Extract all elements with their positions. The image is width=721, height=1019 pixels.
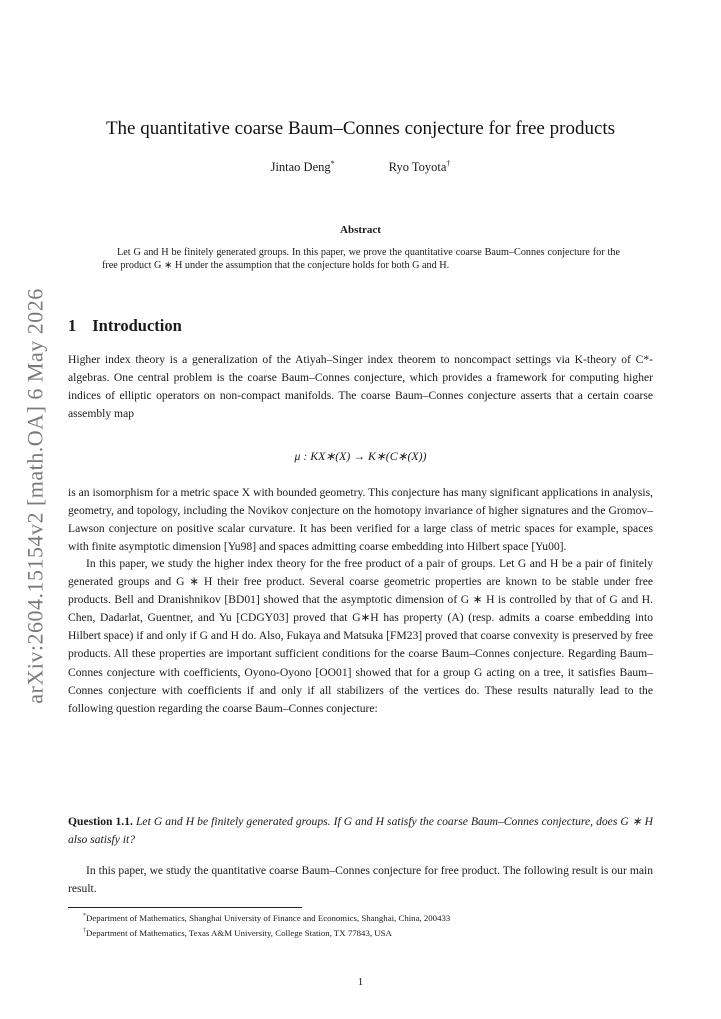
paragraph: Higher index theory is a generalization of the Atiyah–Singer index theorem to noncompact settings via K-theory of C*-algebras. One central problem is the coarse Baum–Connes conjecture, which provides a framework for computing higher indices of elliptic operators on non-compact manifolds. The coarse Baum–Connes conjecture asserts that a certain coarse assembly map bbox=[68, 353, 653, 421]
paragraph: In this paper, we study the quantitative coarse Baum–Connes conjecture for free product. The following result is our main result. bbox=[68, 864, 653, 896]
arxiv-stamp-text: arXiv:2604.15154v2 [math.OA] 6 May 2026 bbox=[23, 288, 49, 704]
paper-title: The quantitative coarse Baum–Connes conjecture for free products bbox=[105, 118, 616, 139]
footnote bbox=[83, 910, 663, 925]
question-label: Question 1.1. bbox=[68, 815, 133, 828]
abstract-heading: Abstract bbox=[340, 224, 381, 236]
author-name: Jintao Deng bbox=[270, 160, 331, 175]
footnote-text: Department of Mathematics, Shanghai University of Finance and Economics, Shanghai, China, 200433 bbox=[86, 912, 451, 923]
author-list bbox=[0, 159, 721, 175]
author-footnote-mark: * bbox=[330, 159, 335, 168]
page-number: 1 bbox=[357, 976, 364, 988]
arxiv-stamp bbox=[20, 286, 52, 706]
author bbox=[389, 159, 451, 175]
author bbox=[271, 159, 335, 175]
footnote-mark: † bbox=[83, 927, 86, 934]
footnote-mark: * bbox=[83, 913, 86, 919]
author-footnote-mark: † bbox=[446, 159, 451, 168]
question-text: Let G and H be finitely generated groups. If G and H satisfy the coarse Baum–Connes conjecture, does G ∗ H also satisfy it? bbox=[68, 815, 653, 847]
question-block bbox=[68, 813, 653, 849]
abstract-text: Let G and H be finitely generated groups. In this paper, we prove the quantitative coarse Baum–Connes conjecture for the free product G ∗ H under the assumption that the conjecture holds for both G and H. bbox=[102, 247, 620, 271]
footnote-text: Department of Mathematics, Texas A&M University, College Station, TX 77843, USA bbox=[86, 927, 392, 938]
section-number: 1 bbox=[68, 316, 77, 335]
equation: μ : KX∗(X) → K∗(C∗(X)) bbox=[294, 449, 427, 463]
footnote bbox=[83, 925, 663, 940]
author-name: Ryo Toyota bbox=[388, 160, 447, 175]
footnotes bbox=[83, 910, 663, 940]
paragraph: is an isomorphism for a metric space X with bounded geometry. This conjecture has many significant applications in analysis, geometry, and topology, including the Novikov conjecture on the homotopy invariance of higher signatures and the Gromov–Lawson conjecture on positive scalar curvature. It has been verified for a large class of metric spaces for example, spaces with finite asymptotic dimension [Yu98] and spaces admitting coarse embedding into Hilbert space [Yu00]. bbox=[68, 486, 653, 554]
section-title: Introduction bbox=[92, 316, 182, 335]
footnote-rule bbox=[68, 907, 302, 908]
section-heading bbox=[68, 316, 182, 336]
paragraph: In this paper, we study the higher index theory for the free product of a pair of groups. Let G and H be a pair of finitely generated groups and G ∗ H their free product. Several coarse geometric properties are known to be stable under free products. Bell and Dranishnikov [BD01] showed that the asymptotic dimension of G ∗ H is controlled by that of G and H. Chen, Dadarlat, Guentner, and Yu [CDGY03] proved that G∗H has property (A) (resp. admits a coarse embedding into Hilbert space) if and only if G and H do. Also, Fukaya and Matsuka [FM23] proved that coarse convexity is preserved by free products. All these properties are important sufficient conditions for the coarse Baum–Connes conjecture. Regarding Baum–Connes conjecture with coefficients, Oyono-Oyono [OO01] showed that for a group G acting on a tree, it satisfies Baum–Connes conjecture with coefficients if and only if all stabilizers of the vertices do. These results naturally lead to the following question regarding the coarse Baum–Connes conjecture: bbox=[68, 557, 653, 715]
